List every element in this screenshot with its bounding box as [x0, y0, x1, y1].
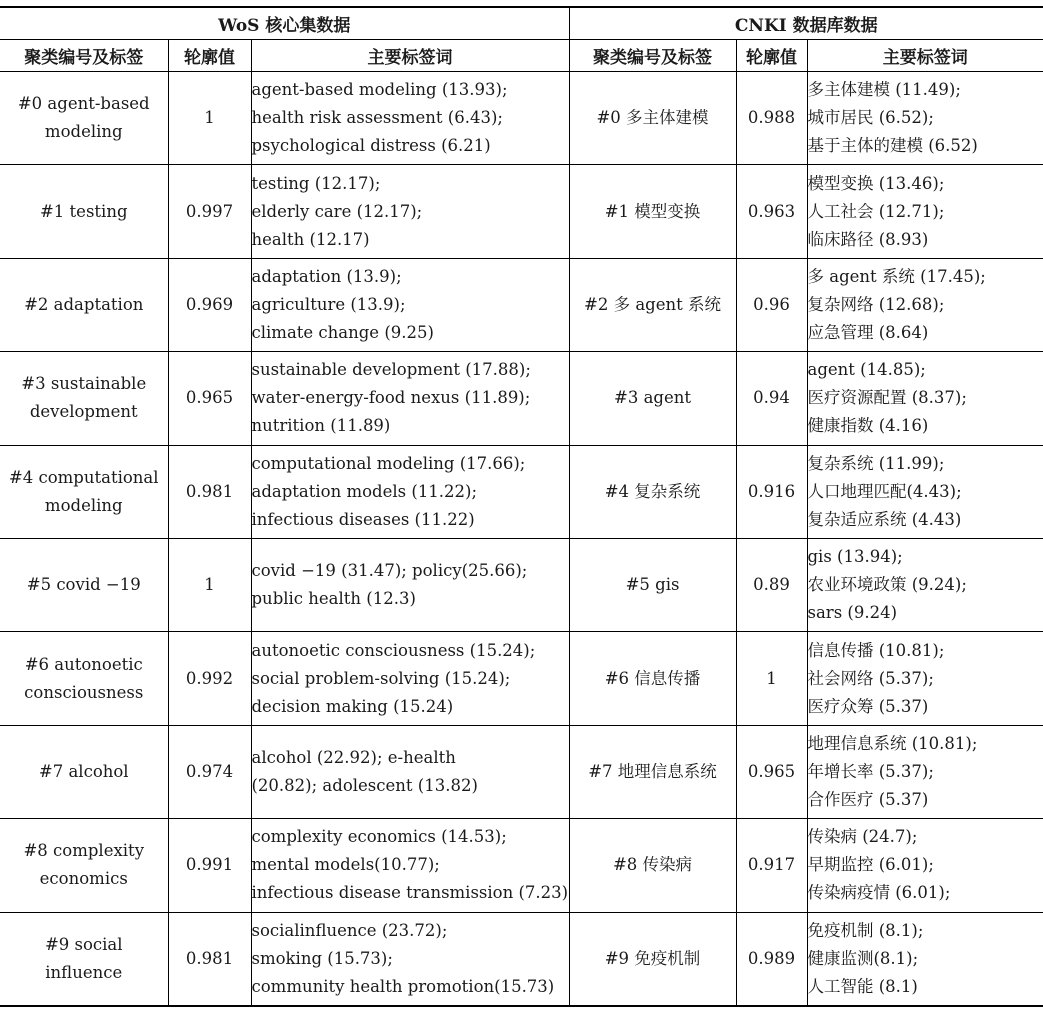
wos-main-terms-line: infectious disease transmission (7.23)	[251, 883, 569, 903]
wos-main-terms-line: climate change (9.25)	[251, 322, 434, 342]
cnki-cluster-label	[569, 538, 736, 631]
wos-main-terms-line: public health (12.3)	[251, 589, 416, 609]
wos-cluster-label-line: #8 complexity	[23, 841, 145, 861]
wos-main-terms-line: decision making (15.24)	[251, 696, 454, 716]
wos-main-terms-line: testing (12.17);	[251, 173, 381, 193]
wos-main-terms-line: elderly care (12.17);	[251, 201, 423, 221]
cnki-silhouette-value: 0.989	[736, 912, 807, 1006]
cnki-silhouette-value: 1	[736, 632, 807, 725]
cnki-cluster-label-line: #8 传染病	[612, 855, 693, 875]
wos-cluster-label	[0, 912, 168, 1006]
cnki-main-terms	[807, 352, 1043, 445]
wos-cluster-label-line: modeling	[44, 122, 123, 142]
cnki-cluster-label	[569, 632, 736, 725]
table-row	[0, 632, 1043, 725]
cnki-cluster-label	[569, 72, 736, 165]
wos-main-terms-line: psychological distress (6.21)	[251, 136, 491, 156]
cnki-main-terms-line: 传染病 (24.7);	[807, 827, 918, 847]
wos-main-terms	[251, 165, 569, 258]
wos-main-terms-line: nutrition (11.89)	[251, 416, 391, 436]
wos-main-terms-line: mental models(10.77);	[251, 855, 440, 875]
cnki-main-terms-line: 健康指数 (4.16)	[807, 416, 929, 436]
wos-main-terms-line: health risk assessment (6.43);	[251, 108, 503, 128]
table-row	[0, 445, 1043, 538]
cnki-main-terms-line: 年增长率 (5.37);	[807, 761, 934, 781]
cnki-main-terms-line: 复杂系统 (11.99);	[807, 453, 945, 473]
wos-cluster-label-line: #9 social	[44, 934, 123, 954]
cnki-terms-header: 主要标签词	[807, 40, 1043, 72]
wos-main-terms	[251, 912, 569, 1006]
wos-main-terms-line: computational modeling (17.66);	[251, 453, 526, 473]
cnki-main-terms-line: gis (13.94);	[807, 547, 903, 567]
cnki-cluster-label	[569, 819, 736, 912]
table-row	[0, 819, 1043, 912]
cnki-silhouette-value: 0.89	[736, 538, 807, 631]
wos-cluster-label	[0, 538, 168, 631]
cnki-cluster-label-line: #6 信息传播	[604, 668, 701, 688]
wos-main-terms-line: water-energy-food nexus (11.89);	[251, 388, 531, 408]
cnki-main-terms-line: 传染病疫情 (6.01);	[807, 883, 951, 903]
cnki-silhouette-value: 0.916	[736, 445, 807, 538]
cnki-main-terms-line: sars (9.24)	[807, 603, 898, 623]
cnki-main-terms	[807, 725, 1043, 818]
table-row	[0, 538, 1043, 631]
wos-silhouette-value: 1	[168, 72, 251, 165]
cnki-main-terms-line: 多主体建模 (11.49);	[807, 80, 961, 100]
cnki-silhouette-value: 0.96	[736, 258, 807, 351]
wos-main-terms-line: sustainable development (17.88);	[251, 360, 531, 380]
table-row	[0, 165, 1043, 258]
wos-main-terms	[251, 819, 569, 912]
wos-main-terms-line: autonoetic consciousness (15.24);	[251, 640, 536, 660]
wos-silhouette-header: 轮廓值	[168, 40, 251, 72]
cnki-main-terms-line: 复杂网络 (12.68);	[807, 294, 945, 314]
wos-silhouette-value: 0.969	[168, 258, 251, 351]
wos-main-terms-line: alcohol (22.92); e-health	[251, 747, 456, 767]
cnki-group-header: CNKI 数据库数据	[569, 7, 1043, 40]
cnki-cluster-label	[569, 445, 736, 538]
wos-cluster-label-line: #2 adaptation	[24, 294, 144, 314]
wos-main-terms-line: community health promotion(15.73)	[251, 976, 555, 996]
wos-cluster-label	[0, 165, 168, 258]
cnki-cluster-label-line: #4 复杂系统	[604, 481, 701, 501]
wos-cluster-label	[0, 258, 168, 351]
cnki-main-terms-line: 医疗众筹 (5.37)	[807, 696, 929, 716]
wos-main-terms-line: adaptation (13.9);	[251, 266, 402, 286]
cnki-main-terms	[807, 165, 1043, 258]
wos-main-terms-line: smoking (15.73);	[251, 948, 393, 968]
wos-cluster-label-line: #4 computational	[8, 467, 159, 487]
wos-cluster-label-line: #6 autonoetic	[24, 654, 143, 674]
wos-cluster-label-line: development	[29, 402, 138, 422]
wos-silhouette-value: 0.974	[168, 725, 251, 818]
wos-main-terms-line: adaptation models (11.22);	[251, 481, 478, 501]
cnki-main-terms	[807, 538, 1043, 631]
cnki-silhouette-value: 0.963	[736, 165, 807, 258]
wos-main-terms-line: infectious diseases (11.22)	[251, 509, 475, 529]
cnki-main-terms	[807, 72, 1043, 165]
cnki-cluster-header: 聚类编号及标签	[569, 40, 736, 72]
cnki-main-terms-line: 社会网络 (5.37);	[807, 668, 934, 688]
wos-cluster-label	[0, 819, 168, 912]
wos-main-terms-line: complexity economics (14.53);	[251, 827, 507, 847]
cnki-cluster-label-line: #7 地理信息系统	[588, 761, 717, 781]
cnki-main-terms-line: 人工社会 (12.71);	[807, 201, 945, 221]
wos-main-terms-line: agriculture (13.9);	[251, 294, 406, 314]
cnki-main-terms-line: 医疗资源配置 (8.37);	[807, 388, 967, 408]
cnki-silhouette-value: 0.917	[736, 819, 807, 912]
wos-cluster-label-line: influence	[45, 962, 123, 982]
cnki-silhouette-value: 0.94	[736, 352, 807, 445]
wos-cluster-label-line: #3 sustainable	[21, 374, 147, 394]
cnki-silhouette-value: 0.988	[736, 72, 807, 165]
wos-main-terms	[251, 725, 569, 818]
cnki-main-terms-line: 地理信息系统 (10.81);	[807, 733, 978, 753]
cnki-cluster-label-line: #9 免疫机制	[604, 948, 701, 968]
cnki-main-terms-line: 应急管理 (8.64)	[807, 322, 929, 342]
cnki-cluster-label	[569, 165, 736, 258]
wos-group-header: WoS 核心集数据	[0, 7, 569, 40]
wos-main-terms	[251, 632, 569, 725]
cnki-main-terms-line: agent (14.85);	[807, 360, 926, 380]
group-header-row	[0, 7, 1043, 40]
table-row	[0, 352, 1043, 445]
wos-main-terms	[251, 258, 569, 351]
cnki-main-terms	[807, 445, 1043, 538]
cnki-main-terms-line: 人工智能 (8.1)	[807, 976, 918, 996]
wos-silhouette-value: 0.992	[168, 632, 251, 725]
cnki-main-terms-line: 复杂适应系统 (4.43)	[807, 509, 962, 529]
cnki-main-terms-line: 模型变换 (13.46);	[807, 173, 945, 193]
table-row	[0, 725, 1043, 818]
cnki-main-terms	[807, 632, 1043, 725]
wos-main-terms	[251, 72, 569, 165]
cnki-main-terms-line: 健康监测(8.1);	[807, 948, 919, 968]
wos-cluster-label-line: #5 covid −19	[26, 575, 141, 595]
cnki-cluster-label-line: #3 agent	[614, 388, 691, 408]
cluster-comparison-table	[0, 6, 1043, 1007]
wos-silhouette-value: 0.981	[168, 445, 251, 538]
cnki-cluster-label-line: #2 多 agent 系统	[584, 294, 721, 314]
cnki-main-terms	[807, 912, 1043, 1006]
wos-main-terms-line: social problem-solving (15.24);	[251, 668, 511, 688]
wos-main-terms	[251, 352, 569, 445]
cnki-main-terms	[807, 819, 1043, 912]
cnki-cluster-label	[569, 352, 736, 445]
wos-silhouette-value: 0.991	[168, 819, 251, 912]
table-row	[0, 72, 1043, 165]
wos-main-terms-line: covid −19 (31.47); policy(25.66);	[251, 561, 528, 581]
cnki-cluster-label-line: #0 多主体建模	[596, 108, 709, 128]
cnki-main-terms-line: 多 agent 系统 (17.45);	[807, 266, 986, 286]
table-row	[0, 258, 1043, 351]
cnki-main-terms-line: 早期监控 (6.01);	[807, 855, 934, 875]
wos-cluster-header: 聚类编号及标签	[0, 40, 168, 72]
cnki-silhouette-value: 0.965	[736, 725, 807, 818]
cnki-cluster-label	[569, 912, 736, 1006]
cnki-silhouette-header: 轮廓值	[736, 40, 807, 72]
wos-main-terms	[251, 445, 569, 538]
cnki-main-terms-line: 基于主体的建模 (6.52)	[807, 136, 978, 156]
cnki-main-terms	[807, 258, 1043, 351]
wos-main-terms-line: (20.82); adolescent (13.82)	[251, 775, 478, 795]
wos-cluster-label	[0, 445, 168, 538]
cnki-cluster-label-line: #1 模型变换	[604, 201, 701, 221]
wos-cluster-label	[0, 725, 168, 818]
column-header-row	[0, 40, 1043, 72]
cnki-main-terms-line: 免疫机制 (8.1);	[807, 920, 924, 940]
cnki-cluster-label	[569, 258, 736, 351]
table-row	[0, 912, 1043, 1006]
cnki-main-terms-line: 信息传播 (10.81);	[807, 640, 945, 660]
wos-cluster-label	[0, 72, 168, 165]
wos-cluster-label-line: economics	[39, 869, 128, 889]
wos-cluster-label-line: modeling	[44, 495, 123, 515]
wos-cluster-label-line: #1 testing	[39, 201, 128, 221]
wos-main-terms-line: agent-based modeling (13.93);	[251, 80, 508, 100]
wos-cluster-label	[0, 632, 168, 725]
cnki-cluster-label-line: #5 gis	[625, 575, 680, 595]
cnki-main-terms-line: 城市居民 (6.52);	[807, 108, 934, 128]
cnki-main-terms-line: 合作医疗 (5.37)	[807, 789, 929, 809]
cnki-main-terms-line: 农业环境政策 (9.24);	[807, 575, 967, 595]
wos-main-terms-line: socialinfluence (23.72);	[251, 920, 448, 940]
cnki-main-terms-line: 人口地理匹配(4.43);	[807, 481, 962, 501]
cnki-cluster-label	[569, 725, 736, 818]
wos-cluster-label	[0, 352, 168, 445]
wos-cluster-label-line: consciousness	[24, 682, 144, 702]
wos-silhouette-value: 0.997	[168, 165, 251, 258]
wos-cluster-label-line: #7 alcohol	[38, 761, 129, 781]
cnki-main-terms-line: 临床路径 (8.93)	[807, 229, 929, 249]
wos-silhouette-value: 1	[168, 538, 251, 631]
wos-main-terms-line: health (12.17)	[251, 229, 370, 249]
wos-main-terms	[251, 538, 569, 631]
wos-cluster-label-line: #0 agent-based	[17, 94, 150, 114]
wos-silhouette-value: 0.981	[168, 912, 251, 1006]
wos-silhouette-value: 0.965	[168, 352, 251, 445]
wos-terms-header: 主要标签词	[251, 40, 569, 72]
